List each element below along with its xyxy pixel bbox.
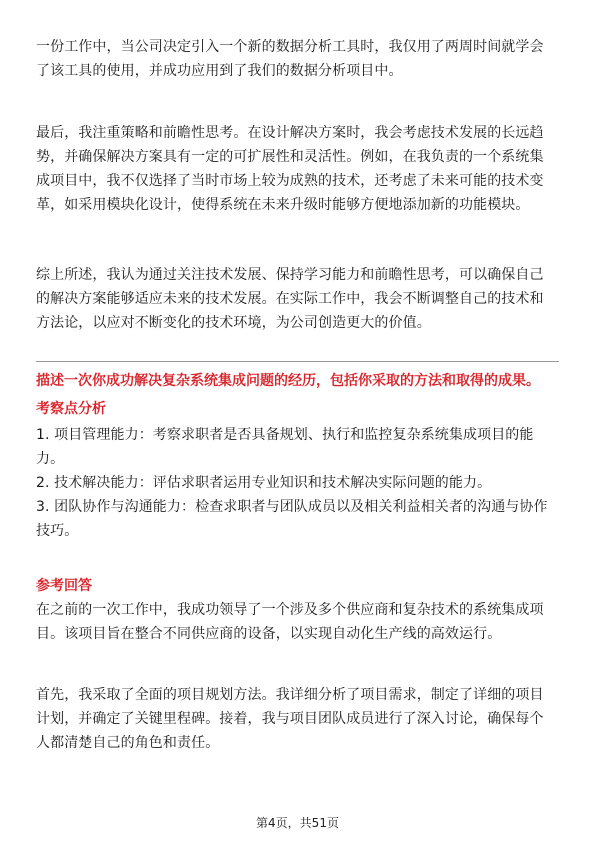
- page-number: 第4页，共51页: [256, 816, 339, 830]
- analysis-heading: 考察点分析: [36, 401, 106, 417]
- reference-line: 在之前的一次工作中，我成功领导了一个涉及多个供应商和复杂技术的系统集成项: [36, 602, 544, 618]
- analysis-line: 3. 团队协作与沟通能力：检查求职者与团队成员以及相关利益相关者的沟通与协作: [36, 499, 548, 515]
- section-divider: [36, 361, 559, 362]
- reference-line: 首先，我采取了全面的项目规划方法。我详细分析了项目需求，制定了详细的项目: [36, 687, 544, 703]
- analysis-line: 力。: [36, 451, 65, 467]
- summary-line: 综上所述，我认为通过关注技术发展、保持学习能力和前瞻性思考，可以确保自己: [36, 267, 544, 283]
- intro-line: 了该工具的使用，并成功应用到了我们的数据分析项目中。: [36, 63, 403, 79]
- summary-line: 的解决方案能够适应未来的技术发展。在实际工作中，我会不断调整自己的技术和: [36, 291, 544, 307]
- analysis-line: 2. 技术解决能力：评估求职者运用专业知识和技术解决实际问题的能力。: [36, 475, 492, 491]
- strategy-line: 成项目中，我不仅选择了当时市场上较为成熟的技术，还考虑了未来可能的技术变: [36, 173, 544, 189]
- reference-paragraph-2: [36, 683, 561, 755]
- strategy-line: 最后，我注重策略和前瞻性思考。在设计解决方案时，我会考虑技术发展的长远趋: [36, 125, 544, 141]
- summary-paragraph: [36, 263, 561, 335]
- analysis-line: 1. 项目管理能力：考察求职者是否具备规划、执行和监控复杂系统集成项目的能: [36, 427, 534, 443]
- strategy-line: 势，并确保解决方案具有一定的可扩展性和灵活性。例如，在我负责的一个系统集: [36, 149, 544, 165]
- summary-line: 方法论，以应对不断变化的技术环境，为公司创造更大的价值。: [36, 315, 431, 331]
- reference-heading: 参考回答: [36, 578, 92, 594]
- strategy-line: 革，如采用模块化设计，使得系统在未来升级时能够方便地添加新的功能模块。: [36, 197, 530, 213]
- reference-line: 目。该项目旨在整合不同供应商的设备，以实现自动化生产线的高效运行。: [36, 626, 502, 642]
- analysis-list: [36, 423, 561, 543]
- reference-line: 人都清楚自己的角色和责任。: [36, 735, 220, 751]
- intro-paragraph: [36, 35, 561, 83]
- reference-line: 计划，并确定了关键里程碑。接着，我与项目团队成员进行了深入讨论，确保每个: [36, 711, 544, 727]
- interview-question: 描述一次你成功解决复杂系统集成问题的经历，包括你采取的方法和取得的成果。: [36, 373, 540, 389]
- strategy-paragraph: [36, 121, 561, 217]
- analysis-line: 技巧。: [36, 523, 79, 539]
- intro-line: 一份工作中，当公司决定引入一个新的数据分析工具时，我仅用了两周时间就学会: [36, 39, 544, 55]
- reference-paragraph-1: [36, 598, 561, 646]
